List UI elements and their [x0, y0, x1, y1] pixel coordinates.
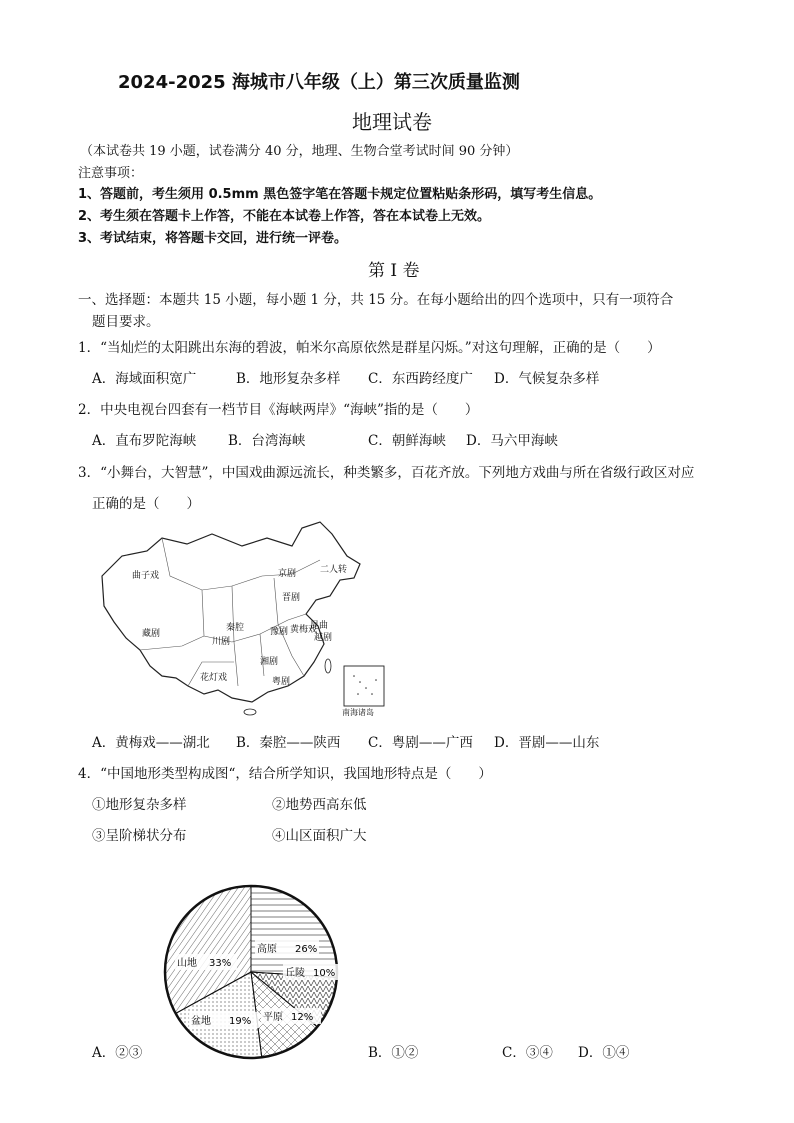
map-label-jingju: 京剧: [278, 569, 297, 579]
pie-pct-mountain: 33%: [209, 958, 232, 969]
pie-slice-plateau: [251, 886, 337, 977]
option-d[interactable]: D．气候复杂多样: [494, 371, 600, 387]
pie-pct-plateau: 26%: [295, 944, 318, 955]
notice-item: 1、答题前，考生须用 0.5mm 黑色签字笔在答题卡规定位置粘贴条形码，填写考生信息。: [78, 187, 602, 202]
section-instruction: 题目要求。: [92, 314, 160, 330]
question-stem: 1．“当灿烂的太阳跳出东海的碧波，帕米尔高原依然是群星闪烁。”对这句理解，正确的是（ ）: [78, 340, 661, 356]
pie-pct-plain: 12%: [291, 1012, 314, 1023]
statement-item: ④山区面积广大: [272, 828, 367, 844]
map-label-chuanju: 川剧: [212, 637, 231, 647]
map-label-jinju: 晋剧: [282, 593, 301, 603]
option-c[interactable]: C．粤剧——广西: [368, 735, 473, 751]
option-d[interactable]: D．①④: [578, 1045, 630, 1061]
map-label-yuju: 豫剧: [270, 627, 289, 637]
question-stem: 3．“小舞台，大智慧”，中国戏曲源远流长，种类繁多，百花齐放。下列地方戏曲与所在省级行政区对应: [78, 465, 695, 481]
terrain-pie-svg: [155, 884, 355, 1064]
map-label-xiangju: 湘剧: [260, 657, 279, 667]
map-label-quzixi: 曲子戏: [132, 571, 160, 581]
map-label-yueju-zhejiang: 越剧: [314, 633, 333, 643]
map-label-zangju: 藏剧: [142, 629, 161, 639]
china-map-svg: [92, 516, 392, 716]
map-label-huadengxi: 花灯戏: [200, 673, 228, 683]
option-a[interactable]: A．海域面积宽广: [92, 371, 197, 387]
pie-label-plateau: 高原: [257, 944, 277, 955]
pie-label-hill: 丘陵: [285, 968, 305, 979]
option-a[interactable]: A．直布罗陀海峡: [92, 433, 197, 449]
option-b[interactable]: B．台湾海峡: [228, 433, 306, 449]
exam-title: 2024-2025 海城市八年级（上）第三次质量监测: [118, 72, 520, 93]
statement-item: ②地势西高东低: [272, 797, 367, 813]
option-a[interactable]: A．②③: [92, 1045, 143, 1061]
option-b[interactable]: B．①②: [368, 1045, 419, 1061]
hainan-island: [244, 709, 256, 715]
notice-item: 2、考生须在答题卡上作答，不能在本试卷上作答，答在本试卷上无效。: [78, 209, 491, 224]
china-opera-map: [92, 516, 392, 716]
map-label-yueju-guangdong: 粤剧: [272, 677, 291, 687]
pie-pct-basin: 19%: [229, 1016, 252, 1027]
map-label-huangmeixi: 黄梅戏: [290, 625, 318, 635]
china-outline: [102, 522, 360, 702]
terrain-pie-figure: [155, 884, 355, 1064]
pie-label-plain: 平原: [263, 1012, 283, 1023]
option-c[interactable]: C．朝鲜海峡: [368, 433, 446, 449]
question-stem: 正确的是（ ）: [92, 496, 200, 512]
taiwan-island: [325, 659, 331, 673]
statement-item: ①地形复杂多样: [92, 797, 187, 813]
option-a[interactable]: A．黄梅戏——湖北: [92, 735, 210, 751]
question-stem: 4．“中国地形类型构成图“，结合所学知识，我国地形特点是（ ）: [78, 766, 492, 782]
notice-heading: 注意事项：: [78, 166, 144, 181]
pie-pct-hill: 10%: [313, 968, 336, 979]
option-d[interactable]: D．马六甲海峡: [466, 433, 558, 449]
notice-item: 3、考试结束，将答题卡交回，进行统一评卷。: [78, 231, 348, 246]
section-label: 第 I 卷: [368, 261, 420, 281]
map-label-qinqiang: 秦腔: [226, 623, 245, 633]
exam-note: （本试卷共 19 小题，试卷满分 40 分，地理、生物合堂考试时间 90 分钟）: [80, 144, 519, 159]
section-instruction: 一、选择题：本题共 15 小题，每小题 1 分，共 15 分。在每小题给出的四个选项中，只有一项符合: [78, 292, 674, 308]
pie-label-basin: 盆地: [191, 1016, 211, 1027]
map-label-errenzhuan: 二人转: [320, 565, 348, 575]
pie-label-mountain: 山地: [177, 958, 197, 969]
option-c[interactable]: C．③④: [502, 1045, 553, 1061]
statement-item: ③呈阶梯状分布: [92, 828, 187, 844]
question-stem: 2．中央电视台四套有一档节目《海峡两岸》“海峡”指的是（ ）: [78, 402, 479, 418]
option-b[interactable]: B．地形复杂多样: [236, 371, 341, 387]
south-china-sea-inset: [344, 666, 384, 706]
map-label-kunqu: 昆曲: [310, 621, 329, 631]
option-d[interactable]: D．晋剧——山东: [494, 735, 600, 751]
option-b[interactable]: B．秦腔——陕西: [236, 735, 341, 751]
map-label-nanhai: 南海诸岛: [342, 708, 374, 716]
option-c[interactable]: C．东西跨经度广: [368, 371, 473, 387]
exam-subtitle: 地理试卷: [352, 110, 432, 134]
